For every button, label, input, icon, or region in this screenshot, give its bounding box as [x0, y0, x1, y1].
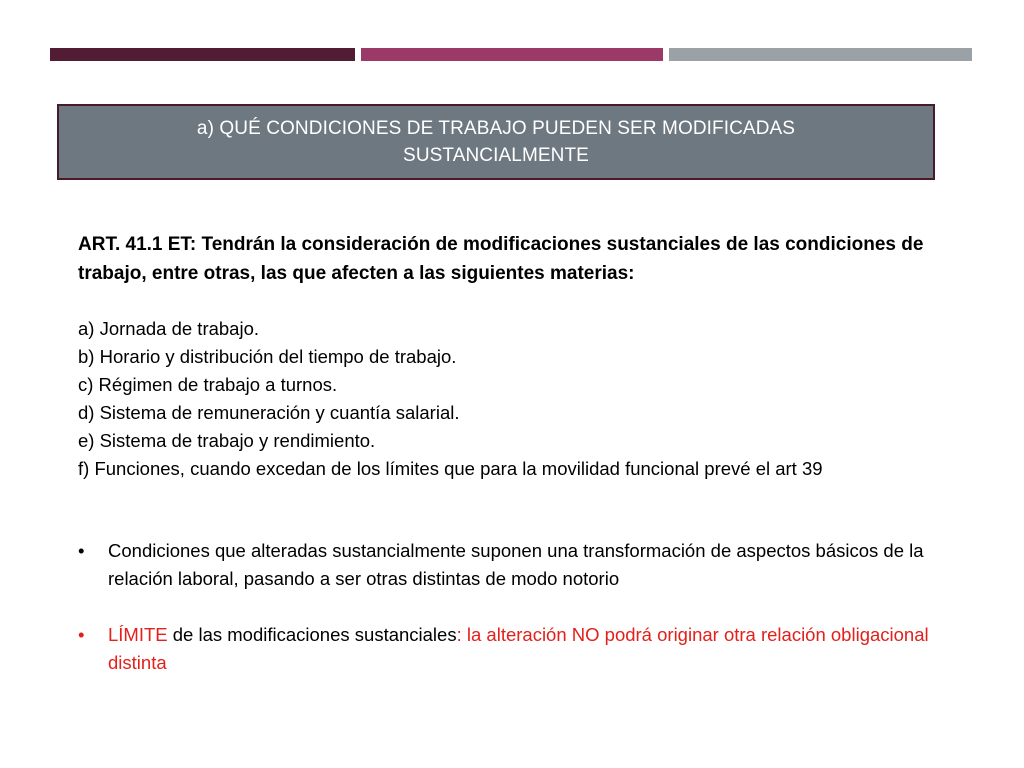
page-title: a) QUÉ CONDICIONES DE TRABAJO PUEDEN SER MODIFICADAS SUSTANCIALMENTE: [196, 118, 796, 166]
top-bar-dark: [50, 48, 355, 61]
decorative-top-bars: [50, 48, 972, 61]
top-bar-gray: [669, 48, 972, 61]
limit-middle: de las modificaciones sustanciales: [167, 624, 457, 645]
list-item: e) Sistema de trabajo y rendimiento.: [78, 430, 376, 451]
main-content: [78, 230, 958, 483]
matters-list: [78, 315, 958, 483]
limit-colon: :: [456, 624, 467, 645]
article-intro: ART. 41.1 ET: Tendrán la consideración de modificaciones sustanciales de las condiciones de trabajo, entre otras, las que afecten a las siguientes materias:: [78, 234, 924, 284]
list-item: f) Funciones, cuando excedan de los límites que para la movilidad funcional prevé el art 39: [78, 458, 823, 479]
title-box: [57, 104, 935, 180]
list-item: d) Sistema de remuneración y cuantía salarial.: [78, 402, 460, 423]
top-bar-magenta: [361, 48, 663, 61]
note-conditions-text: Condiciones que alteradas sustancialmente suponen una transformación de aspectos básicos de la relación laboral, pasando a ser otras distintas de modo notorio: [108, 540, 924, 589]
notes-list: [78, 537, 938, 677]
list-item: b) Horario y distribución del tiempo de trabajo.: [78, 346, 457, 367]
note-conditions: [78, 537, 938, 593]
bullet-icon: •: [78, 540, 85, 561]
list-item: a) Jornada de trabajo.: [78, 318, 260, 339]
list-item: c) Régimen de trabajo a turnos.: [78, 374, 338, 395]
note-limit: [78, 621, 938, 677]
limit-rest: la alteración NO podrá originar otra relación obligacional distinta: [108, 624, 929, 673]
limit-term: LÍMITE: [108, 624, 168, 645]
bullet-icon: •: [78, 624, 85, 645]
